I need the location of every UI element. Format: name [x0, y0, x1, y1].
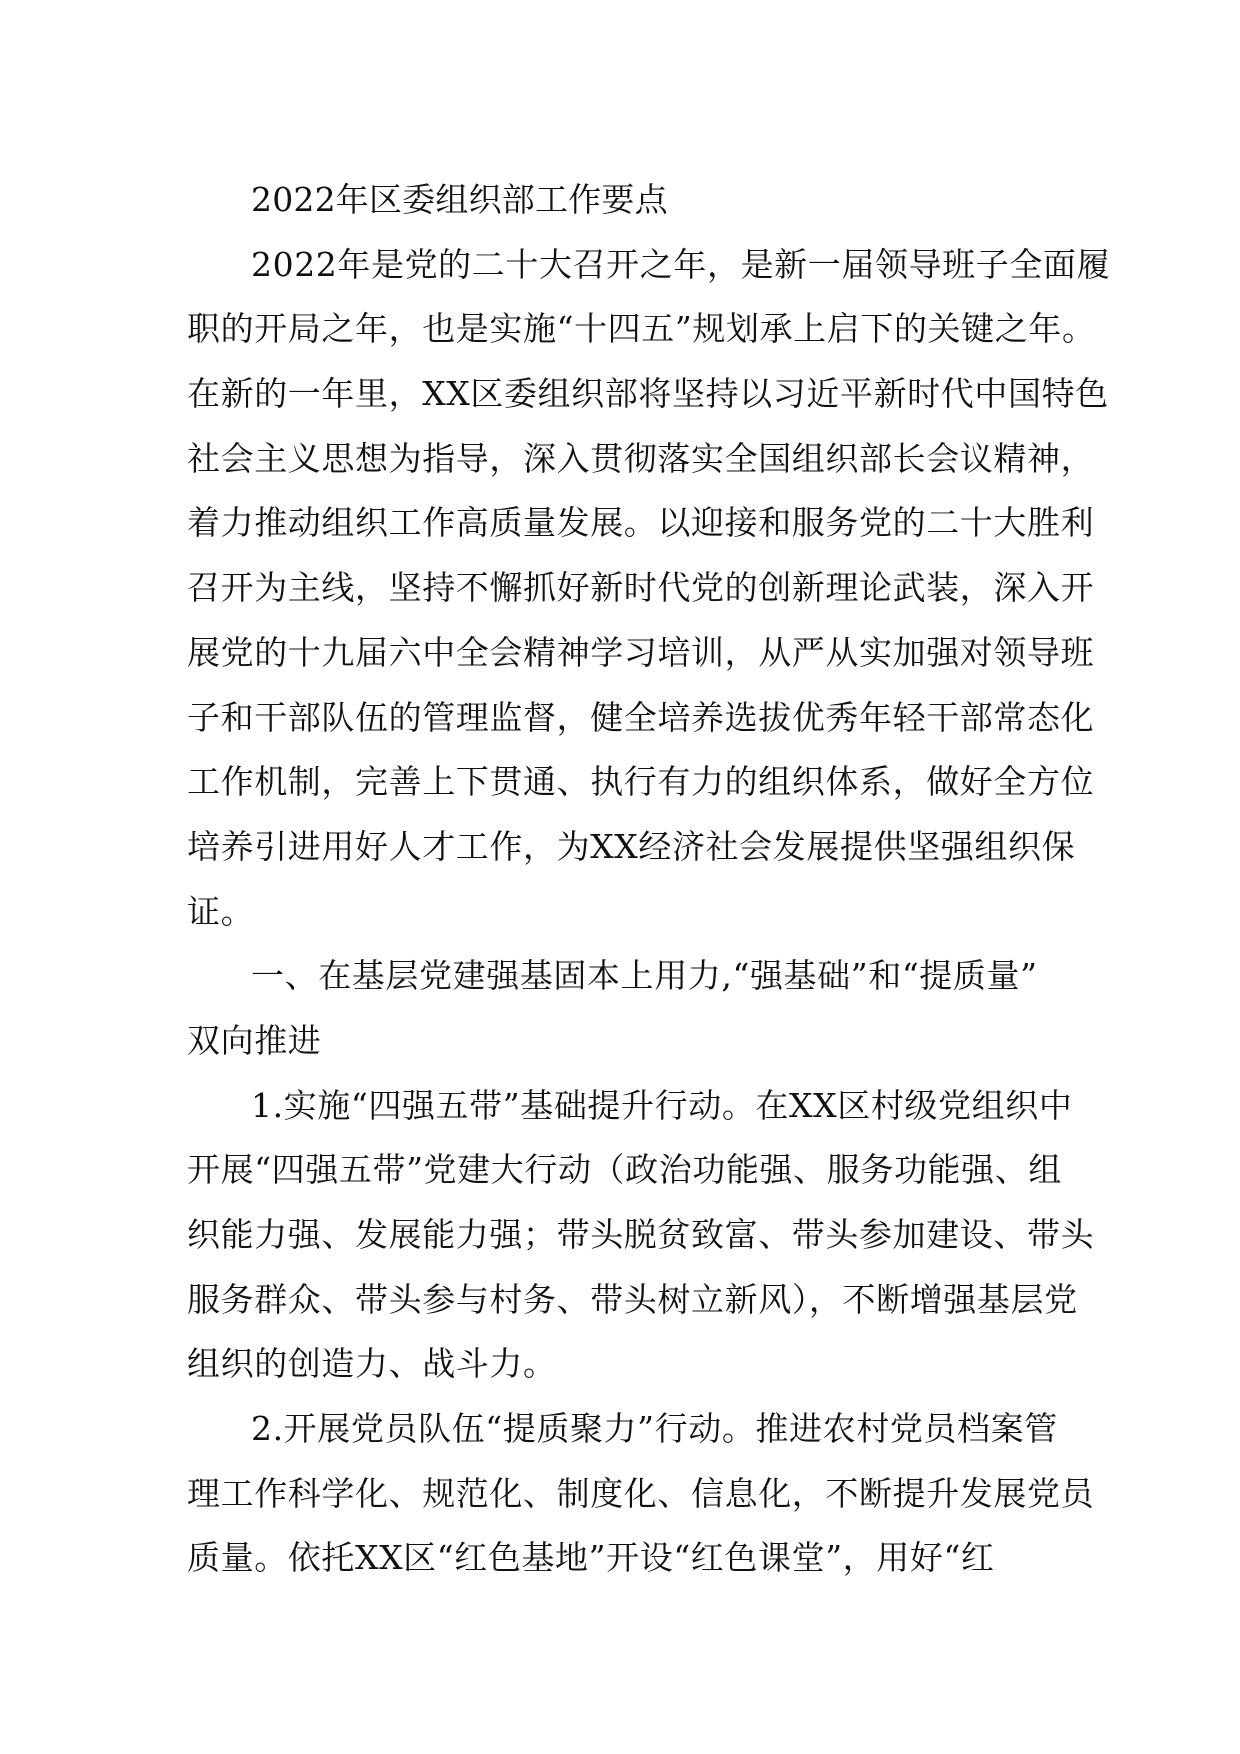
item-1-paragraph	[187, 1074, 1095, 1397]
paragraph-line: 职的开局之年，也是实施“十四五”规划承上启下的关键之年。	[187, 309, 1096, 349]
intro-paragraph	[187, 233, 1111, 945]
paragraph-line: 子和干部队伍的管理监督，健全培养选拔优秀年轻干部常态化	[187, 697, 1095, 737]
section-heading-line: 双向推进	[187, 1020, 322, 1060]
paragraph-line: 质量。依托XX区“红色基地”开设“红色课堂”，用好“红	[187, 1538, 995, 1578]
paragraph-line: 培养引进用好人才工作，为XX经济社会发展提供坚强组织保	[187, 826, 1076, 866]
paragraph-line: 在新的一年里，XX区委组织部将坚持以习近平新时代中国特色	[187, 374, 1109, 414]
paragraph-line: 着力推动组织工作高质量发展。以迎接和服务党的二十大胜利	[187, 503, 1095, 543]
paragraph-line: 理工作科学化、规范化、制度化、信息化，不断提升发展党员	[187, 1473, 1095, 1513]
paragraph-line: 服务群众、带头参与村务、带头树立新风），不断增强基层党	[187, 1279, 1078, 1319]
paragraph-line: 工作机制，完善上下贯通、执行有力的组织体系，做好全方位	[187, 762, 1095, 802]
paragraph-line: 织能力强、发展能力强；带头脱贫致富、带头参加建设、带头	[187, 1215, 1095, 1254]
section-heading-line: 一、在基层党建强基固本上用力,“强基础”和“提质量”	[251, 956, 1038, 996]
paragraph-line: 2.开展党员队伍“提质聚力”行动。推进农村党员档案管	[251, 1409, 1058, 1449]
paragraph-line: 1.实施“四强五带”基础提升行动。在XX区村级党组织中	[251, 1085, 1073, 1125]
section-heading	[187, 944, 1067, 1073]
paragraph-line: 展党的十九届六中全会精神学习培训，从严从实加强对领导班	[187, 632, 1095, 672]
paragraph-line: 召开为主线，坚持不懈抓好新时代党的创新理论武装，深入开	[187, 568, 1095, 608]
paragraph-line: 组织的创造力、战斗力。	[187, 1344, 557, 1384]
paragraph-line: 社会主义思想为指导，深入贯彻落实全国组织部长会议精神，	[187, 438, 1095, 478]
paragraph-line: 证。	[187, 891, 255, 931]
paragraph-line: 2022年是党的二十大召开之年，是新一届领导班子全面履	[251, 244, 1111, 284]
item-2-paragraph	[187, 1397, 1095, 1591]
document-title: 2022年区委组织部工作要点	[251, 180, 668, 219]
document-body	[187, 168, 1111, 1591]
paragraph-line: 开展“四强五带”党建大行动（政治功能强、服务功能强、组	[187, 1150, 1062, 1190]
